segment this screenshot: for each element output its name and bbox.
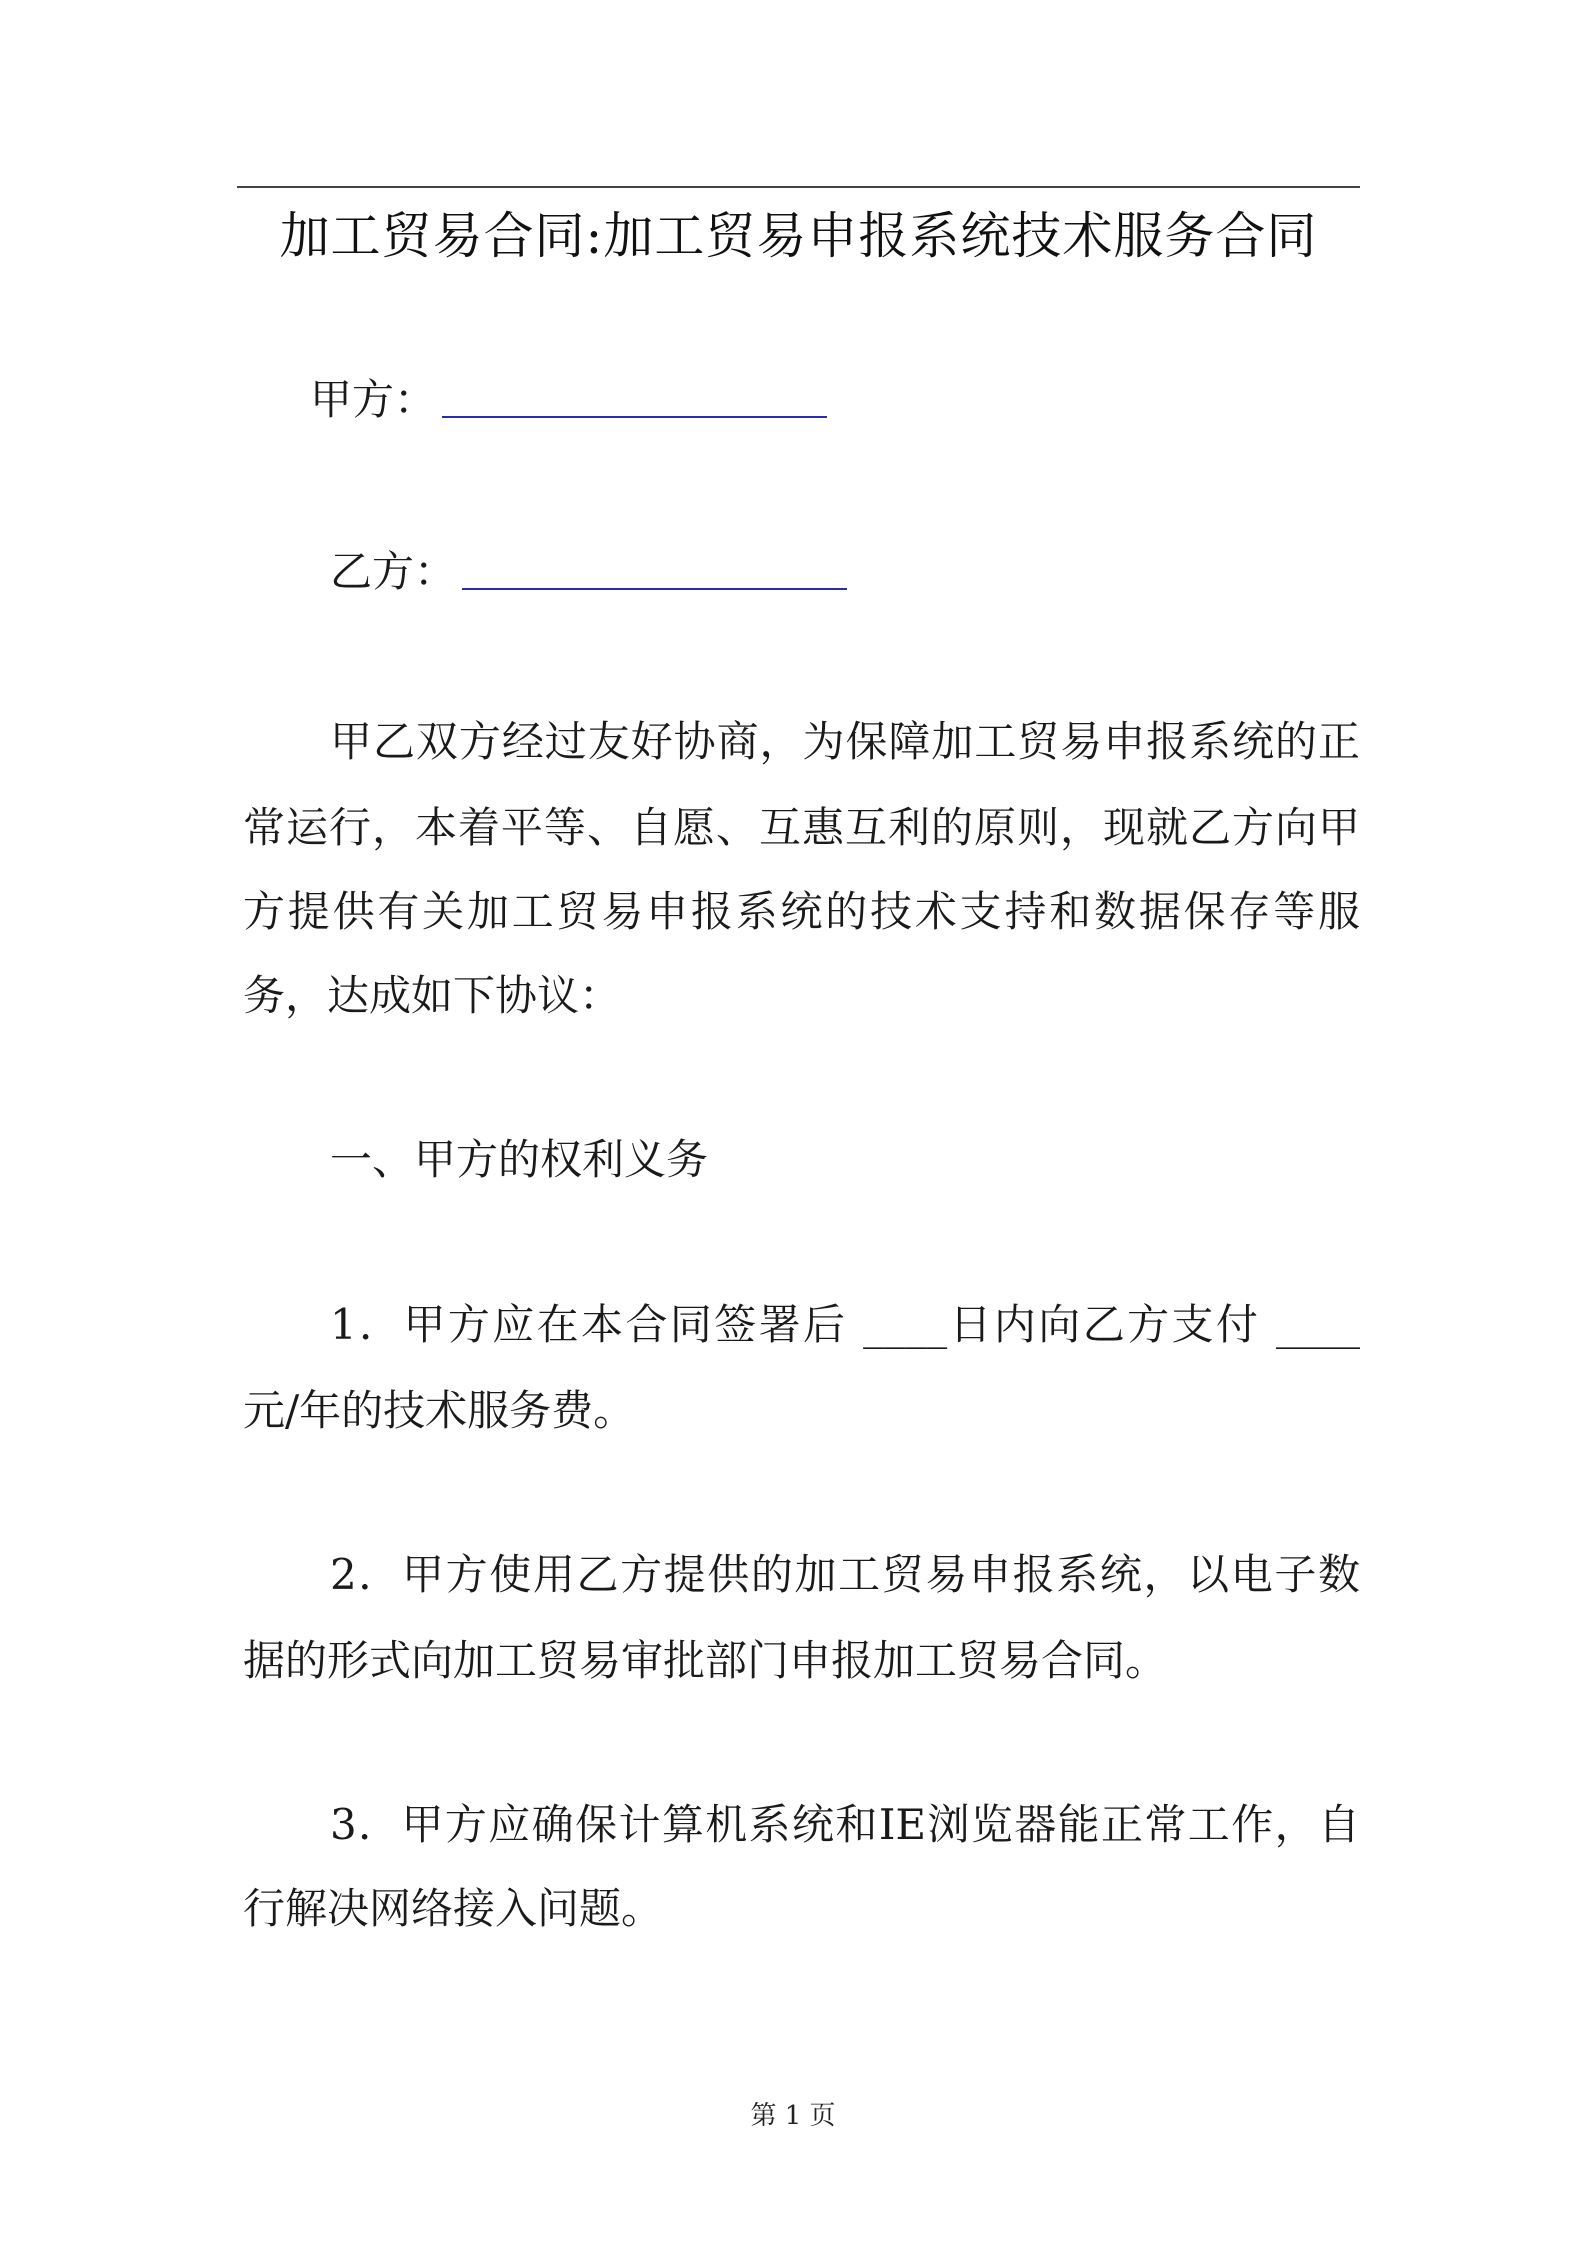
clause-3-line: 3．甲方应确保计算机系统和IE浏览器能正常工作，自 (330, 1800, 1360, 1849)
clause-3-line: 行解决网络接入问题。 (243, 1884, 664, 1933)
party-a-label: 甲方： (310, 375, 437, 424)
clause-1-line: 1．甲方应在本合同签署后 ____日内向乙方支付 ____ (330, 1300, 1360, 1349)
intro-line: 甲乙双方经过友好协商，为保障加工贸易申报系统的正 (330, 717, 1360, 766)
document-title: 加工贸易合同:加工贸易申报系统技术服务合同 (279, 207, 1318, 265)
clause-1-line: 元/年的技术服务费。 (243, 1386, 636, 1435)
party-b-blank (462, 588, 847, 590)
section-heading: 一、甲方的权利义务 (330, 1135, 709, 1184)
clause-2-line: 据的形式向加工贸易审批部门申报加工贸易合同。 (243, 1636, 1168, 1685)
intro-line: 方提供有关加工贸易申报系统的技术支持和数据保存等服 (243, 887, 1360, 936)
intro-line: 务，达成如下协议： (243, 971, 622, 1020)
clause-2-line: 2．甲方使用乙方提供的加工贸易申报系统，以电子数 (330, 1550, 1360, 1599)
party-a-blank (442, 416, 827, 418)
intro-line: 常运行，本着平等、自愿、互惠互利的原则，现就乙方向甲 (243, 803, 1360, 852)
party-b-line (330, 542, 847, 602)
party-a-line (310, 370, 827, 430)
page-number: 第 1 页 (750, 2101, 836, 2131)
header-rule (237, 186, 1360, 188)
party-b-label: 乙方： (330, 547, 457, 596)
